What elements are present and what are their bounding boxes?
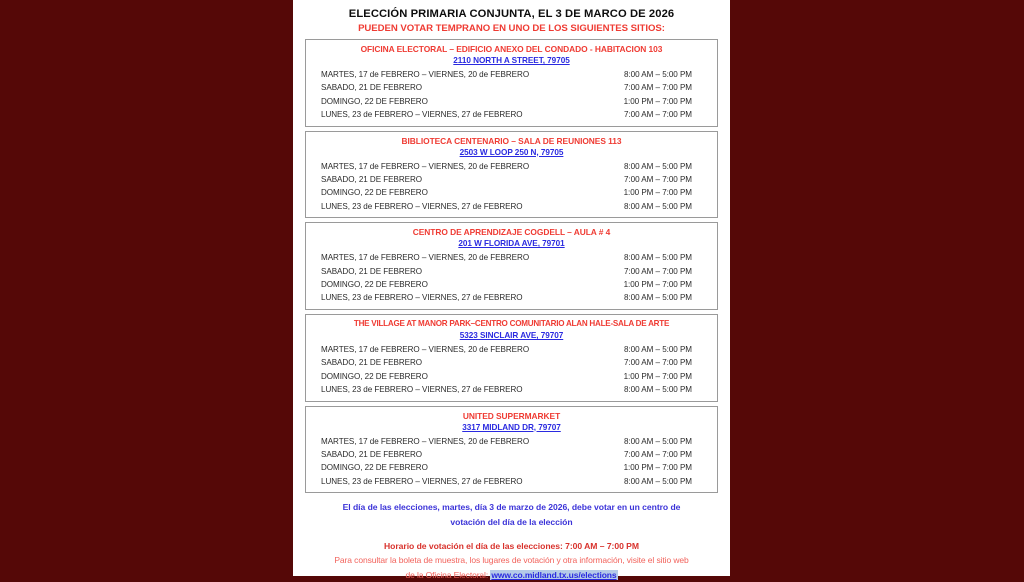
schedule-days: DOMINGO, 22 DE FEBRERO [321, 371, 428, 381]
schedule-row [312, 383, 711, 396]
location-block [305, 222, 718, 310]
schedule-hours: 1:00 PM – 7:00 PM [623, 371, 692, 381]
schedule-row [312, 108, 711, 121]
schedule-days: SABADO, 21 DE FEBRERO [321, 266, 423, 276]
footer [305, 500, 718, 582]
more-info-line2 [305, 568, 718, 582]
location-address-link[interactable]: 2110 NORTH A STREET, 79705 [453, 56, 570, 65]
location-name: UNITED SUPERMARKET [462, 410, 561, 421]
schedule-hours: 1:00 PM – 7:00 PM [623, 280, 692, 290]
locations-list [305, 39, 718, 493]
schedule-days: MARTES, 17 de FEBRERO – VIERNES, 20 de FEBRERO [321, 70, 530, 79]
schedule-days: LUNES, 23 de FEBRERO – VIERNES, 27 de FEBRERO [321, 201, 523, 211]
election-day-note-line1: El día de las elecciones, martes, día 3 de marzo de 2026, debe votar en un centro de [342, 502, 681, 513]
schedule-hours: 7:00 AM – 7:00 PM [624, 110, 692, 120]
location-name: OFICINA ELECTORAL – EDIFICIO ANEXO DEL CONDADO - HABITACION 103 [360, 44, 663, 54]
schedule-row [312, 160, 711, 173]
location-name: BIBLIOTECA CENTENARIO – SALA DE REUNIONES 113 [401, 135, 622, 146]
election-day-hours: Horario de votación el día de las elecciones: 7:00 AM – 7:00 PM [384, 541, 639, 552]
schedule-days: LUNES, 23 de FEBRERO – VIERNES, 27 de FEBRERO [321, 476, 523, 486]
schedule-days: DOMINGO, 22 DE FEBRERO [321, 96, 428, 106]
location-address-link[interactable]: 3317 MIDLAND DR, 79707 [462, 422, 561, 432]
schedule-row [312, 278, 711, 291]
schedule-row [312, 461, 711, 474]
location-address-link[interactable]: 201 W FLORIDA AVE, 79701 [458, 239, 565, 249]
page-subtitle: PUEDEN VOTAR TEMPRANO EN UNO DE LOS SIGUIENTES SITIOS: [358, 23, 665, 34]
schedule-days: SABADO, 21 DE FEBRERO [321, 83, 423, 93]
schedule-row [312, 251, 711, 264]
schedule-row [312, 186, 711, 199]
location-address-link[interactable]: 2503 W LOOP 250 N, 79705 [459, 147, 564, 157]
schedule-hours: 1:00 PM – 7:00 PM [623, 463, 692, 473]
schedule-row [312, 173, 711, 186]
location-block [305, 131, 718, 219]
schedule-days: SABADO, 21 DE FEBRERO [321, 358, 423, 368]
schedule-days: MARTES, 17 de FEBRERO – VIERNES, 20 de FEBRERO [321, 436, 530, 446]
schedule-hours: 8:00 AM – 5:00 PM [624, 161, 692, 171]
schedule-hours: 7:00 AM – 7:00 PM [624, 449, 692, 459]
schedule-hours: 8:00 AM – 5:00 PM [624, 344, 692, 354]
schedule-days: SABADO, 21 DE FEBRERO [321, 449, 423, 459]
page-title: ELECCIÓN PRIMARIA CONJUNTA, EL 3 DE MARCO DE 2026 [348, 8, 675, 20]
schedule-hours: 1:00 PM – 7:00 PM [623, 188, 692, 198]
schedule-row [312, 356, 711, 369]
schedule-hours: 8:00 AM – 5:00 PM [624, 476, 692, 486]
schedule-days: MARTES, 17 de FEBRERO – VIERNES, 20 de FEBRERO [321, 344, 530, 354]
election-notice-document [293, 0, 730, 580]
schedule-row [312, 291, 711, 304]
more-info-line1: Para consultar la boleta de muestra, los lugares de votación y otra información, visite el sitio web [334, 555, 689, 566]
location-address-link[interactable]: 5323 SINCLAIR AVE, 79707 [459, 330, 564, 340]
schedule-hours: 7:00 AM – 7:00 PM [624, 83, 692, 93]
schedule-row [312, 200, 711, 213]
schedule-hours: 8:00 AM – 5:00 PM [624, 385, 692, 395]
schedule-row [312, 448, 711, 461]
schedule-days: DOMINGO, 22 DE FEBRERO [321, 280, 428, 290]
more-info-prefix: de la Oficina Electoral: [405, 569, 491, 580]
schedule-days: DOMINGO, 22 DE FEBRERO [321, 463, 428, 473]
schedule-days: LUNES, 23 de FEBRERO – VIERNES, 27 de FEBRERO [321, 385, 523, 395]
schedule-row [312, 343, 711, 356]
location-block [305, 39, 718, 127]
schedule-hours: 8:00 AM – 5:00 PM [624, 436, 692, 446]
schedule-row [312, 475, 711, 488]
schedule-hours: 8:00 AM – 5:00 PM [624, 293, 692, 303]
schedule-days: SABADO, 21 DE FEBRERO [321, 175, 423, 185]
schedule-row [312, 265, 711, 278]
schedule-hours: 8:00 AM – 5:00 PM [624, 253, 692, 263]
location-block [305, 406, 718, 494]
schedule-hours: 7:00 AM – 7:00 PM [624, 358, 692, 368]
location-name: THE VILLAGE AT MANOR PARK–CENTRO COMUNITARIO ALAN HALE-SALA DE ARTE [353, 318, 670, 328]
schedule-row [312, 68, 711, 81]
schedule-row [312, 435, 711, 448]
schedule-hours: 7:00 AM – 7:00 PM [624, 266, 692, 276]
schedule-row [312, 95, 711, 108]
schedule-days: LUNES, 23 de FEBRERO – VIERNES, 27 de FEBRERO [321, 293, 523, 303]
schedule-hours: 8:00 AM – 5:00 PM [624, 70, 692, 79]
schedule-row [312, 81, 711, 94]
schedule-row [312, 370, 711, 383]
election-day-note-line2: votación del día de la elección [450, 516, 573, 527]
schedule-days: DOMINGO, 22 DE FEBRERO [321, 188, 428, 198]
schedule-hours: 7:00 AM – 7:00 PM [624, 175, 692, 185]
location-block [305, 314, 718, 402]
schedule-days: MARTES, 17 de FEBRERO – VIERNES, 20 de FEBRERO [321, 161, 530, 171]
schedule-hours: 1:00 PM – 7:00 PM [623, 96, 692, 106]
location-name: CENTRO DE APRENDIZAJE COGDELL – AULA # 4 [412, 227, 611, 238]
schedule-hours: 8:00 AM – 5:00 PM [624, 201, 692, 211]
schedule-days: LUNES, 23 de FEBRERO – VIERNES, 27 de FEBRERO [321, 110, 523, 120]
schedule-days: MARTES, 17 de FEBRERO – VIERNES, 20 de FEBRERO [321, 253, 530, 263]
elections-website-link[interactable]: www.co.midland.tx.us/elections [491, 569, 617, 580]
